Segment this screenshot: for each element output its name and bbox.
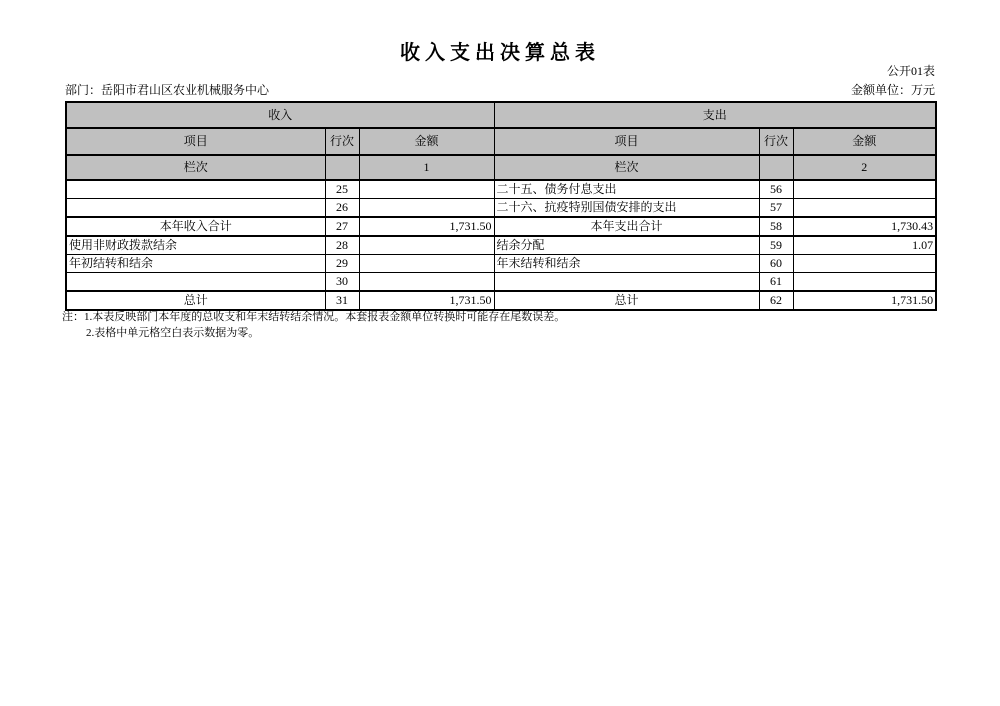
income-item-cell: 使用非财政拨款结余 [66, 236, 325, 255]
amount-unit-label: 金额单位：万元 [850, 83, 935, 97]
expense-item-cell: 二十六、抗疫特别国债安排的支出 [494, 199, 759, 218]
income-item-cell [66, 180, 325, 199]
expense-rowno-cell: 57 [759, 199, 793, 218]
income-rowno-cell: 26 [325, 199, 359, 218]
expense-amount-cell [793, 273, 936, 292]
table-row [66, 236, 936, 255]
expense-amount-cell [793, 199, 936, 218]
expense-item-header-cell: 项目 [494, 128, 759, 155]
table-row [66, 255, 936, 273]
table-row [66, 273, 936, 292]
income-amount-cell: 1,731.50 [359, 291, 494, 310]
expense-item-cell: 本年支出合计 [494, 217, 759, 236]
meta-line [65, 81, 935, 98]
expense-rowno-cell: 58 [759, 217, 793, 236]
income-item-cell: 总计 [66, 291, 325, 310]
income-item-cell: 年初结转和结余 [66, 255, 325, 273]
income-rowno-cell: 25 [325, 180, 359, 199]
expense-rowno-cell: 56 [759, 180, 793, 199]
income-amount-cell [359, 180, 494, 199]
expense-rowno-cell: 59 [759, 236, 793, 255]
table-row-annual-total [66, 217, 936, 236]
expense-rowno-cell: 60 [759, 255, 793, 273]
income-amount-cell [359, 273, 494, 292]
expense-amount-cell: 1,731.50 [793, 291, 936, 310]
income-amount-cell [359, 236, 494, 255]
expense-section-header: 支出 [494, 102, 936, 128]
income-rowno-header-cell: 行次 [325, 128, 359, 155]
income-item-cell [66, 273, 325, 292]
expense-amount-cell [793, 255, 936, 273]
expense-amount-cell [793, 180, 936, 199]
income-colindex-empty-cell [325, 155, 359, 180]
income-colindex-label-cell: 栏次 [66, 155, 325, 180]
expense-item-cell: 结余分配 [494, 236, 759, 255]
expense-colindex-empty-cell [759, 155, 793, 180]
table-row [66, 199, 936, 218]
expense-rowno-header-cell: 行次 [759, 128, 793, 155]
footnotes [62, 309, 942, 341]
income-item-header-cell: 项目 [66, 128, 325, 155]
footnote-line-2: 2.表格中单元格空白表示数据为零。 [86, 327, 260, 339]
income-rowno-cell: 31 [325, 291, 359, 310]
expense-amount-cell: 1.07 [793, 236, 936, 255]
expense-item-cell: 总计 [494, 291, 759, 310]
form-code-label: 公开01表 [886, 64, 935, 78]
column-index-row [66, 155, 936, 180]
section-header-row [66, 102, 936, 128]
expense-colindex-number-cell: 2 [793, 155, 936, 180]
income-item-cell [66, 199, 325, 218]
income-rowno-cell: 29 [325, 255, 359, 273]
expense-rowno-cell: 61 [759, 273, 793, 292]
expense-colindex-label-cell: 栏次 [494, 155, 759, 180]
expense-amount-cell: 1,730.43 [793, 217, 936, 236]
income-rowno-cell: 28 [325, 236, 359, 255]
income-rowno-cell: 30 [325, 273, 359, 292]
column-header-row [66, 128, 936, 155]
footnote-line-1: 注：1.本表反映部门本年度的总收支和年末结转结余情况。本套报表金额单位转换时可能存在尾数误差。 [62, 311, 566, 323]
table-row [66, 180, 936, 199]
income-item-cell: 本年收入合计 [66, 217, 325, 236]
expense-item-cell [494, 273, 759, 292]
income-amount-cell [359, 255, 494, 273]
expense-item-cell: 年末结转和结余 [494, 255, 759, 273]
income-amount-cell: 1,731.50 [359, 217, 494, 236]
income-amount-cell [359, 199, 494, 218]
expense-rowno-cell: 62 [759, 291, 793, 310]
expense-item-cell: 二十五、债务付息支出 [494, 180, 759, 199]
budget-summary-table [65, 101, 937, 311]
income-amount-header-cell: 金额 [359, 128, 494, 155]
income-rowno-cell: 27 [325, 217, 359, 236]
income-section-header: 收入 [66, 102, 494, 128]
page-title: 收入支出决算总表 [400, 42, 600, 64]
income-colindex-number-cell: 1 [359, 155, 494, 180]
expense-amount-header-cell: 金额 [793, 128, 936, 155]
table-row-grand-total [66, 291, 936, 310]
department-label: 部门：岳阳市君山区农业机械服务中心 [65, 83, 270, 97]
